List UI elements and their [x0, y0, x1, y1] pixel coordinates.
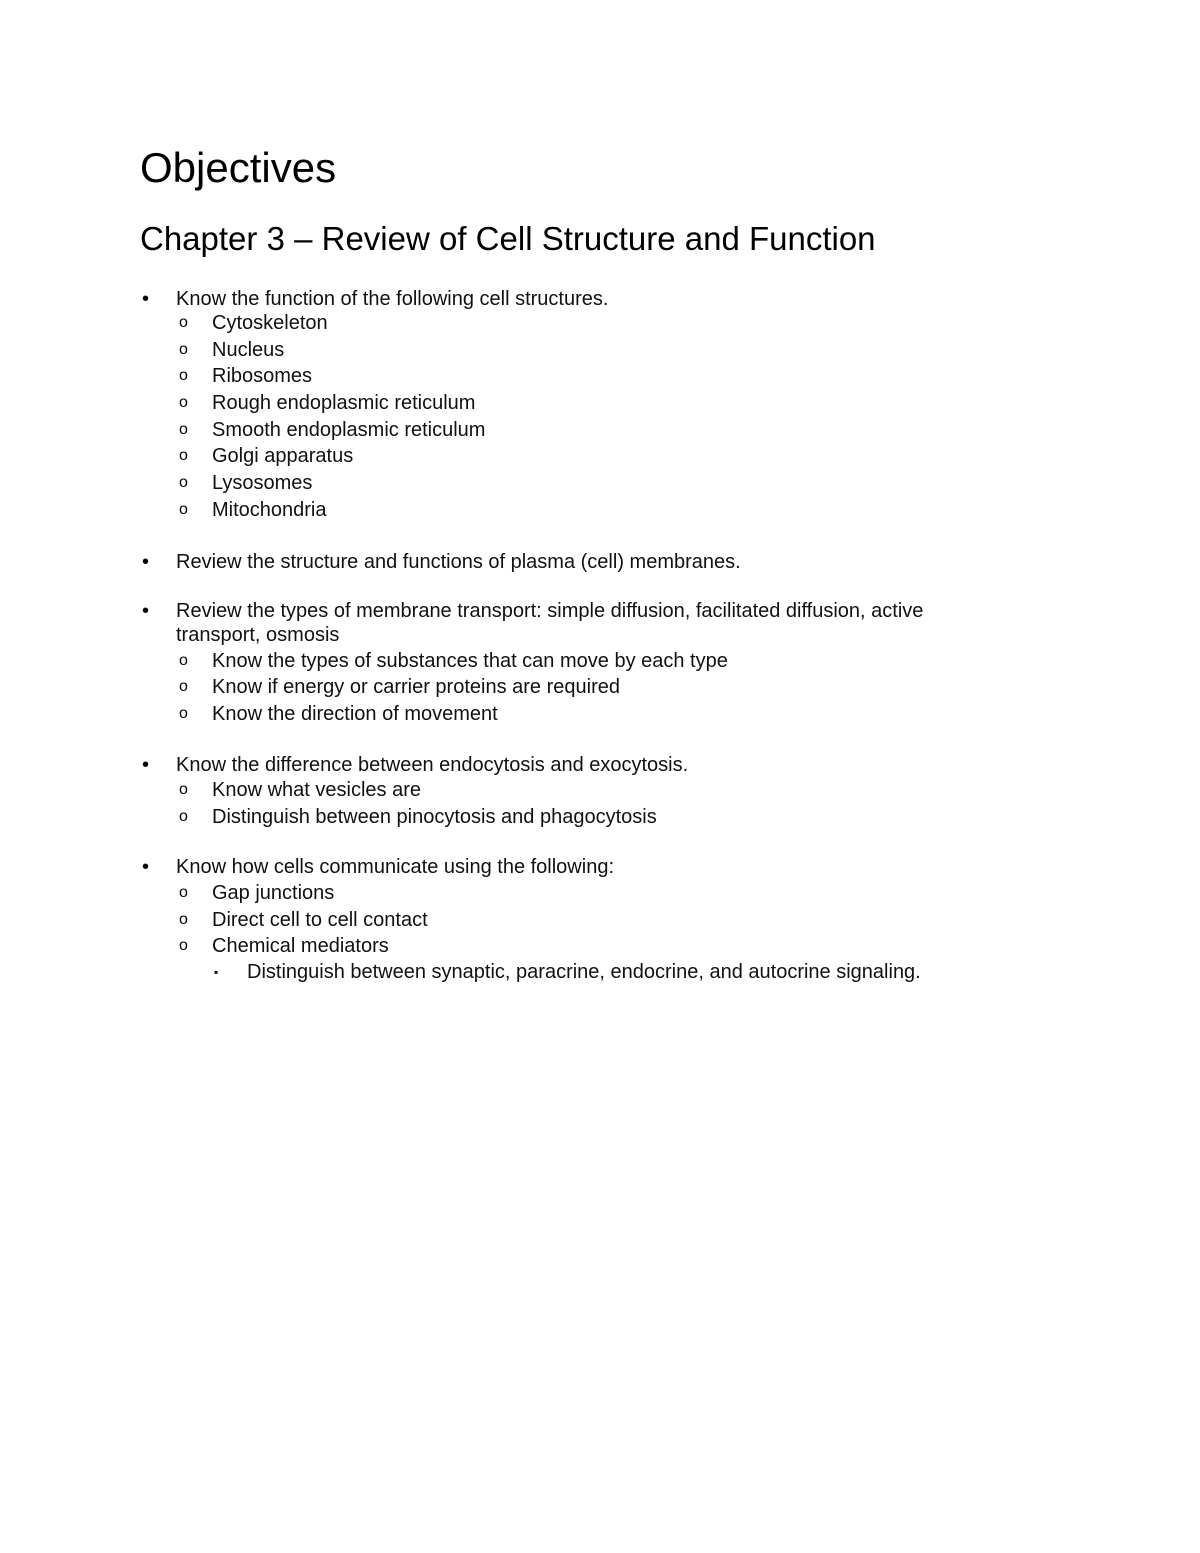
list-item-continuation: transport, osmosis — [176, 624, 340, 646]
disc-bullet-icon: • — [142, 856, 150, 878]
list-item: Know the function of the following cell structures. — [176, 288, 609, 310]
sub-list-item: Direct cell to cell contact — [212, 909, 428, 931]
circle-bullet-icon: o — [179, 652, 188, 669]
circle-bullet-icon: o — [179, 474, 188, 491]
sub-list-item: Gap junctions — [212, 882, 335, 904]
sub-list-item: Smooth endoplasmic reticulum — [212, 419, 486, 441]
list-item: Review the structure and functions of plasma (cell) membranes. — [176, 551, 741, 573]
list-item: Know how cells communicate using the following: — [176, 856, 614, 878]
disc-bullet-icon: • — [142, 288, 150, 310]
circle-bullet-icon: o — [179, 911, 188, 928]
sub-sub-list-item: Distinguish between synaptic, paracrine, endocrine, and autocrine signaling. — [247, 961, 921, 983]
sub-list-item: Lysosomes — [212, 472, 313, 494]
circle-bullet-icon: o — [179, 421, 188, 438]
circle-bullet-icon: o — [179, 501, 188, 518]
circle-bullet-icon: o — [179, 937, 188, 954]
circle-bullet-icon: o — [179, 367, 188, 384]
circle-bullet-icon: o — [179, 781, 188, 798]
disc-bullet-icon: • — [142, 551, 150, 573]
sub-list-item: Rough endoplasmic reticulum — [212, 392, 476, 414]
circle-bullet-icon: o — [179, 394, 188, 411]
circle-bullet-icon: o — [179, 678, 188, 695]
disc-bullet-icon: • — [142, 754, 150, 776]
sub-list-item: Know what vesicles are — [212, 779, 421, 801]
sub-list-item: Know if energy or carrier proteins are required — [212, 676, 620, 698]
circle-bullet-icon: o — [179, 447, 188, 464]
circle-bullet-icon: o — [179, 884, 188, 901]
sub-list-item: Cytoskeleton — [212, 312, 328, 334]
disc-bullet-icon: • — [142, 600, 150, 622]
sub-list-item: Know the types of substances that can move by each type — [212, 650, 728, 672]
list-item: Review the types of membrane transport: simple diffusion, facilitated diffusion, active — [176, 600, 924, 622]
list-item: Know the difference between endocytosis and exocytosis. — [176, 754, 689, 776]
sub-list-item: Ribosomes — [212, 365, 313, 387]
circle-bullet-icon: o — [179, 808, 188, 825]
sub-list-item: Chemical mediators — [212, 935, 389, 957]
sub-list-item: Mitochondria — [212, 499, 327, 521]
circle-bullet-icon: o — [179, 314, 188, 331]
sub-list-item: Distinguish between pinocytosis and phagocytosis — [212, 806, 657, 828]
sub-list-item: Nucleus — [212, 339, 285, 361]
square-bullet-icon: ▪ — [214, 965, 219, 979]
document-title: Objectives — [140, 144, 337, 191]
chapter-heading: Chapter 3 – Review of Cell Structure and Function — [140, 220, 876, 257]
circle-bullet-icon: o — [179, 705, 188, 722]
sub-list-item: Golgi apparatus — [212, 445, 354, 467]
circle-bullet-icon: o — [179, 341, 188, 358]
sub-list-item: Know the direction of movement — [212, 703, 498, 725]
